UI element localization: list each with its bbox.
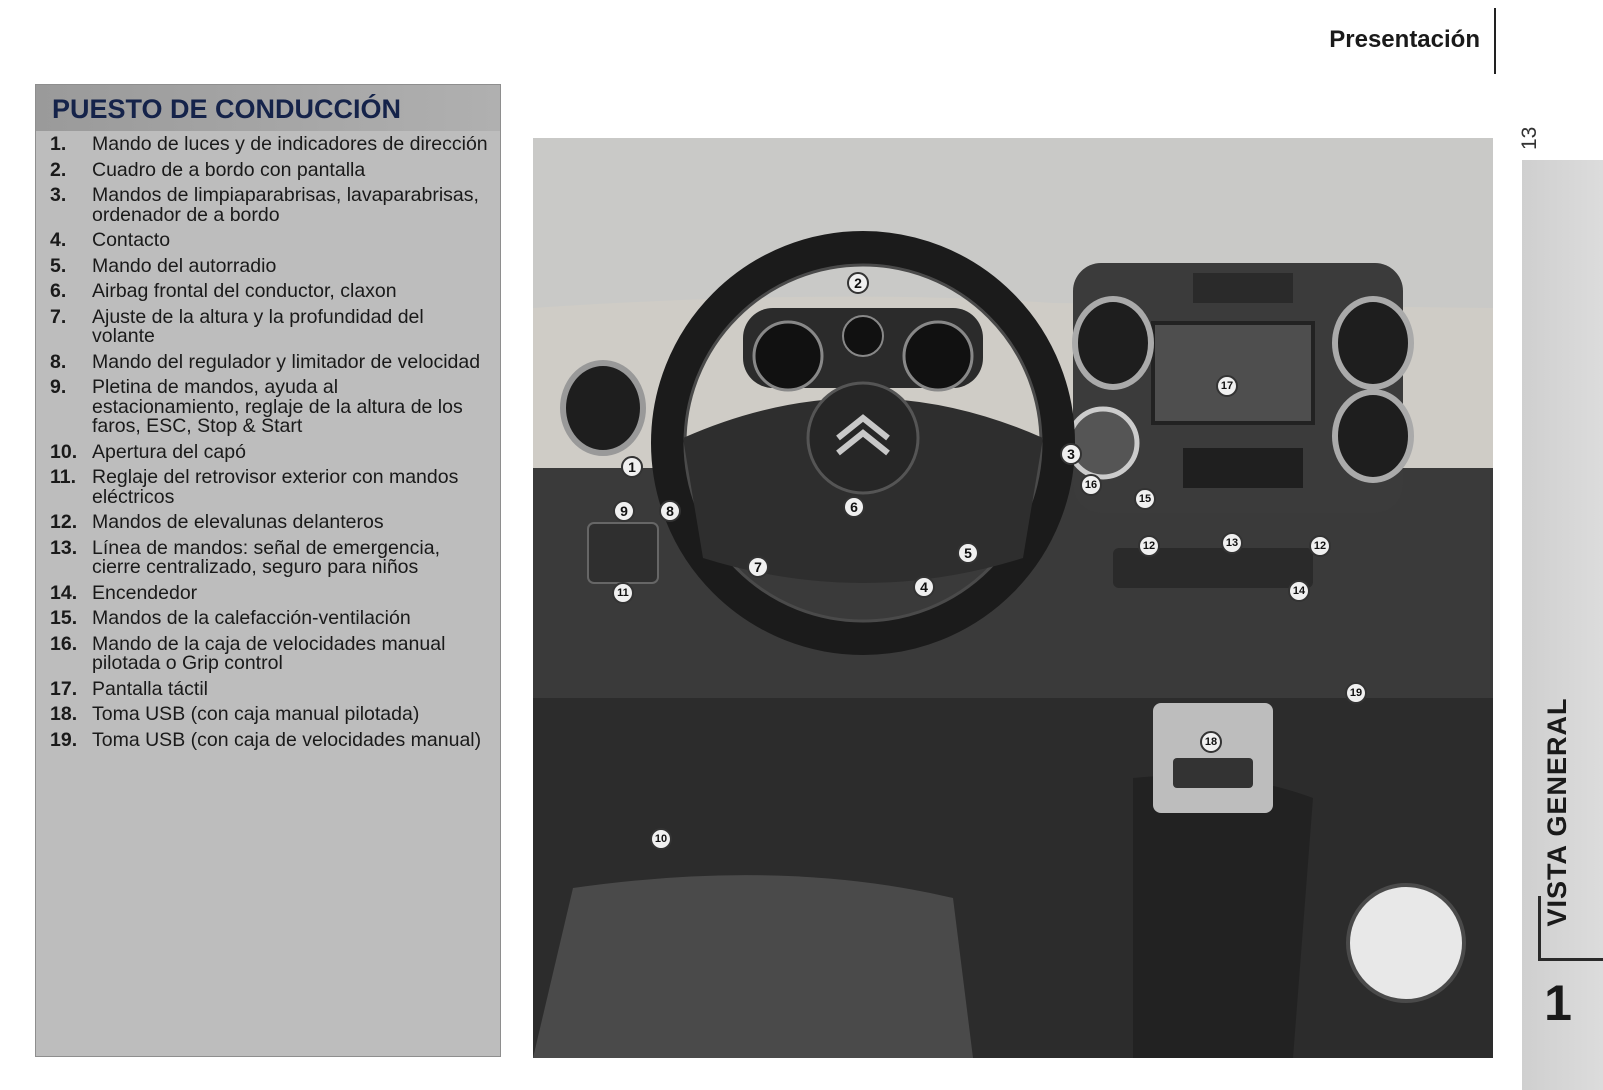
speedometer [904,322,972,390]
callout-15: 15 [1134,488,1156,510]
legend-item [50,513,490,533]
callout-9: 9 [613,500,635,522]
legend-item-number: 12. [50,511,78,533]
legend-list [36,131,500,750]
legend-item-number: 19. [50,728,78,751]
legend-item-number: 17. [50,677,78,700]
legend-item-text: Toma USB (con caja manual pilotada) [92,703,420,725]
legend-item [50,231,490,251]
legend-item-number: 7. [50,305,67,328]
legend-item [50,158,490,181]
legend-item-text: Mandos de limpiaparabrisas, lavaparabrisas, ordenador de a bordo [92,184,479,226]
legend-item-text: Contacto [92,229,171,251]
legend-item-text: Encendedor [92,581,198,604]
legend-item-number: 5. [50,254,67,277]
legend-item [50,282,490,302]
legend-item-text: Línea de mandos: señal de emergencia, cierre centralizado, seguro para niños [92,536,440,578]
page-section-title: Presentación [1329,26,1480,53]
legend-item-text: Pletina de mandos, ayuda al estacionamiento, reglaje de la altura de los faros, ESC, Stop & Start [92,376,463,437]
legend-item-number: 2. [50,158,67,181]
callout-7: 7 [747,556,769,578]
legend-item-number: 11. [50,466,77,488]
lower-right-vent [1335,392,1411,480]
legend-item-number: 16. [50,632,78,655]
legend-item [50,186,490,225]
chapter-number: 1 [1544,975,1572,1031]
legend-item-text: Cuadro de a bordo con pantalla [92,158,366,181]
legend-panel [35,84,501,1057]
legend-item [50,305,490,347]
legend-item [50,440,490,463]
legend-item-text: Mandos de elevalunas delanteros [92,511,384,533]
callout-11: 11 [612,582,634,604]
legend-item [50,536,490,578]
chapter-tab-label: VISTA GENERAL [1542,697,1572,927]
legend-item [50,378,490,437]
callout-3: 3 [1060,443,1082,465]
hazard-switch-panel [1193,273,1293,303]
legend-item-text: Apertura del capó [92,440,246,463]
legend-item-text: Mando del autorradio [92,254,277,277]
header-divider [1494,8,1496,74]
callout-6: 6 [843,496,865,518]
callout-12-left: 12 [1138,535,1160,557]
legend-item-number: 1. [50,133,67,155]
callout-18: 18 [1200,731,1222,753]
dashboard-illustration [533,138,1493,1058]
legend-item-text: Pantalla táctil [92,677,208,700]
fuel-gauge [843,316,883,356]
callout-8: 8 [659,500,681,522]
airbag-cover [808,383,918,493]
legend-item [50,677,490,700]
legend-item-text: Mando de luces y de indicadores de dirección [92,133,488,155]
legend-item [50,254,490,277]
chapter-logo-icon [1346,883,1466,1003]
legend-item-text: Mando de la caja de velocidades manual pilotada o Grip control [92,632,446,674]
left-air-vent [563,363,643,453]
callout-14: 14 [1288,580,1310,602]
legend-item-number: 10. [50,440,78,463]
legend-item-number: 3. [50,184,67,206]
callout-1: 1 [621,456,643,478]
callout-13: 13 [1221,532,1243,554]
legend-title: PUESTO DE CONDUCCIÓN [36,85,500,131]
legend-item-text: Ajuste de la altura y la profundidad del volante [92,305,424,347]
driver-seat [533,875,973,1058]
chapter-side-tab [1522,160,1603,1090]
legend-item-number: 6. [50,280,67,302]
chapter-tab-divider [1538,958,1603,961]
chapter-tab-divider-vertical [1538,896,1541,960]
legend-item-number: 14. [50,581,78,604]
legend-item-text: Airbag frontal del conductor, claxon [92,280,397,302]
legend-item-number: 15. [50,607,78,629]
center-right-vent [1335,299,1411,387]
usb-slot [1173,758,1253,788]
left-switch-panel [588,523,658,583]
callout-16: 16 [1080,474,1102,496]
callout-17: 17 [1216,375,1238,397]
callout-19: 19 [1345,682,1367,704]
legend-item [50,728,490,751]
legend-item [50,705,490,725]
legend-item-number: 8. [50,350,67,373]
legend-item [50,135,490,155]
legend-item-text: Mando del regulador y limitador de velocidad [92,350,481,373]
callout-2: 2 [847,272,869,294]
legend-item-number: 4. [50,229,67,251]
touch-screen [1153,323,1313,423]
legend-item [50,632,490,674]
climate-display [1183,448,1303,488]
gear-selector-knob [1069,409,1137,477]
center-left-vent [1075,299,1151,387]
dashboard-drawing [533,138,1493,1058]
page-number: 13 [1518,126,1541,150]
legend-item [50,609,490,629]
legend-item-text: Reglaje del retrovisor exterior con mandos eléctricos [92,466,459,508]
callout-12-right: 12 [1309,535,1331,557]
legend-item-number: 9. [50,376,67,398]
legend-item-number: 13. [50,536,78,559]
legend-item-text: Toma USB (con caja de velocidades manual) [92,728,482,751]
tachometer [754,322,822,390]
legend-item [50,350,490,373]
center-tunnel [1133,776,1313,1059]
legend-item [50,581,490,604]
callout-5: 5 [957,542,979,564]
callout-4: 4 [913,576,935,598]
callout-10: 10 [650,828,672,850]
legend-item-number: 18. [50,703,78,725]
legend-item-text: Mandos de la calefacción-ventilación [92,607,411,629]
legend-item [50,468,490,507]
